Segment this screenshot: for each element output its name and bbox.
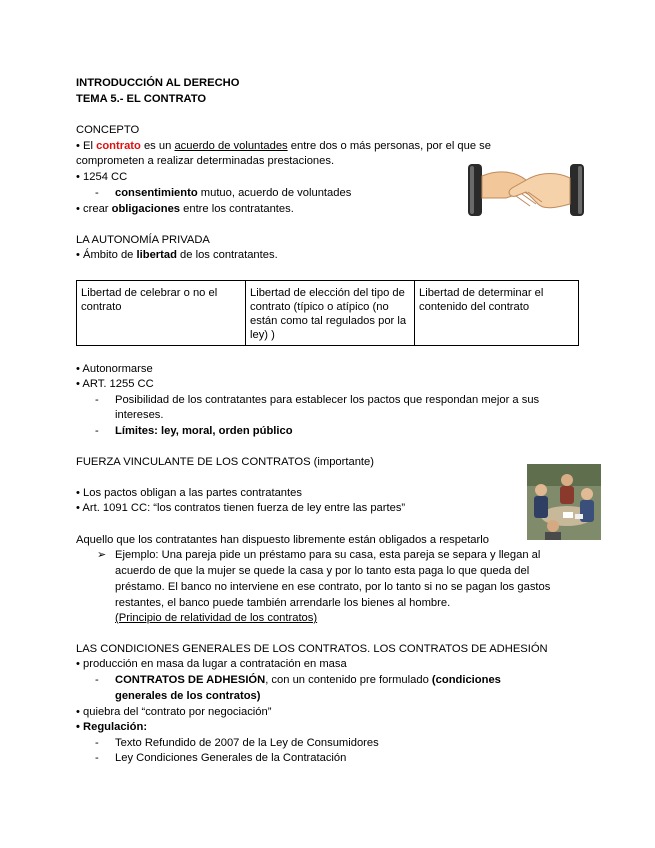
- section-heading-condiciones: LAS CONDICIONES GENERALES DE LOS CONTRATOS. LOS CONTRATOS DE ADHESIÓN: [76, 643, 548, 655]
- paragraph-aquello: Aquello que los contratantes han dispuesto libremente están obligados a respetarlo: [76, 534, 489, 546]
- section-heading-autonomia: LA AUTONOMÍA PRIVADA: [76, 234, 210, 246]
- dash-bullet: -: [95, 425, 99, 437]
- text: • El: [76, 140, 97, 152]
- bullet-regulacion: • Regulación:: [76, 721, 148, 733]
- underlined-acuerdo: acuerdo de voluntades: [174, 140, 288, 152]
- keyword-obligaciones: obligaciones: [111, 203, 181, 215]
- contratos-adhesion-line2: generales de los contratos): [115, 690, 261, 702]
- bullet-autonormarse: • Autonormarse: [76, 363, 153, 375]
- contratos-adhesion-line1: [115, 673, 501, 689]
- keyword-libertad: libertad: [136, 249, 177, 261]
- text: mutuo, acuerdo de voluntades: [197, 187, 352, 199]
- text: , con un contenido pre formulado: [265, 674, 432, 686]
- posibilidad-line1: Posibilidad de los contratantes para establecer los pactos que respondan mejor a sus: [115, 394, 540, 406]
- bullet-quiebra: • quiebra del “contrato por negociación”: [76, 706, 272, 718]
- arrow-bullet-icon: ➢: [97, 549, 107, 561]
- text: de los contratantes.: [176, 249, 278, 261]
- keyword-adhesion: CONTRATOS DE ADHESIÓN: [115, 674, 266, 686]
- ejemplo-line4: restantes, el banco puede también arrendarle los bienes al hombre.: [115, 597, 451, 609]
- text: • crear: [76, 203, 112, 215]
- text: es un: [140, 140, 175, 152]
- paragraph-contrato-def: [76, 139, 491, 155]
- dash-bullet: -: [95, 737, 99, 749]
- doc-subtitle: TEMA 5.- EL CONTRATO: [76, 93, 207, 105]
- keyword-contrato: contrato: [96, 140, 141, 152]
- dash-bullet: -: [95, 187, 99, 199]
- dash-bullet: -: [95, 674, 99, 686]
- ejemplo-line2: acuerdo de que la mujer se quede la casa y por lo tanto esta paga lo que queda del: [115, 565, 530, 577]
- bullet-art1255: • ART. 1255 CC: [76, 378, 154, 390]
- posibilidad-line2: intereses.: [115, 409, 164, 421]
- section-heading-concepto: CONCEPTO: [76, 124, 140, 136]
- principio-relatividad: (Principio de relatividad de los contratos): [115, 612, 318, 624]
- section-heading-fuerza: FUERZA VINCULANTE DE LOS CONTRATOS (importante): [76, 456, 374, 468]
- bullet-1254cc: • 1254 CC: [76, 171, 128, 183]
- meeting-image: [527, 464, 601, 540]
- paragraph-contrato-def-line2: comprometen a realizar determinadas prestaciones.: [76, 155, 335, 167]
- texto-refundido: Texto Refundido de 2007 de la Ley de Consumidores: [115, 737, 379, 749]
- handshake-image: [466, 158, 586, 220]
- keyword-condiciones: (condiciones: [431, 674, 501, 686]
- libertades-table: [76, 280, 579, 346]
- ley-condiciones: Ley Condiciones Generales de la Contratación: [115, 752, 347, 764]
- text: • Ámbito de: [76, 249, 137, 261]
- table-cell: Libertad de celebrar o no el contrato: [77, 281, 246, 346]
- table-cell: Libertad de elección del tipo de contrato (típico o atípico (no están como tal regulados por la ley) ): [246, 281, 415, 346]
- bullet-ambito: [76, 248, 278, 264]
- table-row: [77, 281, 579, 346]
- bullet-obligaciones: [76, 202, 294, 218]
- doc-title: INTRODUCCIÓN AL DERECHO: [76, 77, 240, 89]
- limites-line: Límites: ley, moral, orden público: [115, 425, 293, 437]
- dash-bullet: -: [95, 752, 99, 764]
- bullet-pactos: • Los pactos obligan a las partes contratantes: [76, 487, 302, 499]
- consentimiento-line: [115, 186, 351, 202]
- keyword-consentimiento: consentimiento: [115, 187, 198, 199]
- dash-bullet: -: [95, 394, 99, 406]
- text: entre los contratantes.: [180, 203, 294, 215]
- bullet-art1091: • Art. 1091 CC: “los contratos tienen fuerza de ley entre las partes”: [76, 502, 406, 514]
- table-cell: Libertad de determinar el contenido del contrato: [415, 281, 579, 346]
- ejemplo-line3: préstamo. El banco no interviene en ese contrato, por lo tanto si no se pagan los gastos: [115, 581, 551, 593]
- text: entre dos o más personas, por el que se: [287, 140, 491, 152]
- bullet-produccion: • producción en masa da lugar a contratación en masa: [76, 658, 347, 670]
- ejemplo-line1: Ejemplo: Una pareja pide un préstamo para su casa, esta pareja se separa y llegan al: [115, 549, 541, 561]
